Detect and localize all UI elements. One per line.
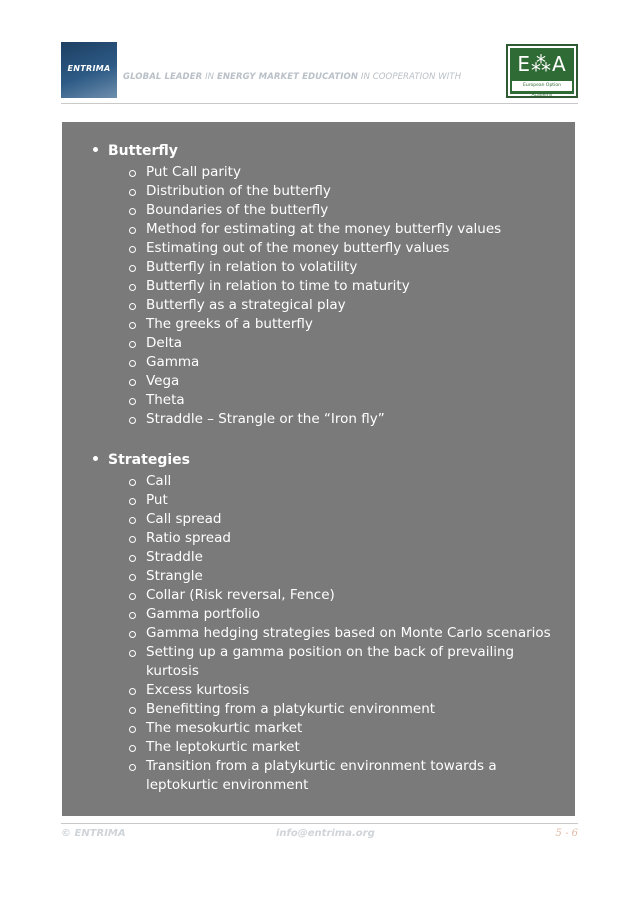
circle-bullet-icon xyxy=(129,764,136,771)
list-item: The leptokurtic market xyxy=(129,738,559,757)
eoa-logo-mark: E⁂A xyxy=(517,52,567,76)
circle-bullet-icon xyxy=(129,398,136,405)
list-item: Butterfly as a strategical play xyxy=(129,296,559,315)
strategies-topic-list xyxy=(129,472,559,795)
circle-bullet-icon xyxy=(129,726,136,733)
list-item: Strangle xyxy=(129,567,559,586)
list-item: Boundaries of the butterfly xyxy=(129,201,559,220)
circle-bullet-icon xyxy=(129,265,136,272)
circle-bullet-icon xyxy=(129,574,136,581)
list-item: Put xyxy=(129,491,559,510)
circle-bullet-icon xyxy=(129,208,136,215)
list-item: Setting up a gamma position on the back of prevailing kurtosis xyxy=(129,643,559,681)
list-item: Vega xyxy=(129,372,559,391)
list-item: Butterfly in relation to volatility xyxy=(129,258,559,277)
list-item: Straddle xyxy=(129,548,559,567)
circle-bullet-icon xyxy=(129,284,136,291)
circle-bullet-icon xyxy=(129,593,136,600)
footer-page-number: 5 - 6 xyxy=(555,828,578,839)
footer-copyright: © ENTRIMA xyxy=(61,828,126,839)
section-title: Strategies xyxy=(108,452,190,468)
circle-bullet-icon xyxy=(129,341,136,348)
list-item: Estimating out of the money butterfly values xyxy=(129,239,559,258)
tagline-rest: IN COOPERATION WITH xyxy=(358,72,462,82)
circle-bullet-icon xyxy=(129,498,136,505)
eoa-logo xyxy=(506,44,578,98)
list-item: Butterfly in relation to time to maturity xyxy=(129,277,559,296)
footer-email-link[interactable]: info@entrima.org xyxy=(276,828,375,839)
list-item: Gamma hedging strategies based on Monte Carlo scenarios xyxy=(129,624,559,643)
butterfly-topic-list xyxy=(129,163,559,429)
list-item: Gamma portfolio xyxy=(129,605,559,624)
list-item: Theta xyxy=(129,391,559,410)
circle-bullet-icon xyxy=(129,631,136,638)
footer-divider xyxy=(61,823,578,824)
list-item: Straddle – Strangle or the “Iron fly” xyxy=(129,410,559,429)
list-item: Ratio spread xyxy=(129,529,559,548)
section-title: Butterfly xyxy=(108,143,178,159)
circle-bullet-icon xyxy=(129,688,136,695)
bullet-icon xyxy=(93,456,98,461)
circle-bullet-icon xyxy=(129,517,136,524)
circle-bullet-icon xyxy=(129,303,136,310)
circle-bullet-icon xyxy=(129,555,136,562)
circle-bullet-icon xyxy=(129,745,136,752)
circle-bullet-icon xyxy=(129,360,136,367)
section-heading-butterfly xyxy=(93,143,178,159)
list-item: Benefitting from a platykurtic environment xyxy=(129,700,559,719)
circle-bullet-icon xyxy=(129,189,136,196)
bullet-icon xyxy=(93,147,98,152)
list-item: The mesokurtic market xyxy=(129,719,559,738)
tagline-bold-2: ENERGY MARKET EDUCATION xyxy=(216,72,359,82)
tagline-bold-1: GLOBAL LEADER xyxy=(123,72,203,82)
list-item: Method for estimating at the money butterfly values xyxy=(129,220,559,239)
circle-bullet-icon xyxy=(129,246,136,253)
eoa-logo-subtitle: European Option Academy xyxy=(512,81,572,91)
list-item: Transition from a platykurtic environment towards a leptokurtic environment xyxy=(129,757,559,795)
tagline-in: IN xyxy=(202,72,217,82)
circle-bullet-icon xyxy=(129,322,136,329)
header-tagline xyxy=(123,72,461,82)
circle-bullet-icon xyxy=(129,479,136,486)
content-panel xyxy=(62,122,575,816)
list-item: Put Call parity xyxy=(129,163,559,182)
circle-bullet-icon xyxy=(129,612,136,619)
list-item: Delta xyxy=(129,334,559,353)
circle-bullet-icon xyxy=(129,707,136,714)
list-item: Gamma xyxy=(129,353,559,372)
circle-bullet-icon xyxy=(129,536,136,543)
circle-bullet-icon xyxy=(129,170,136,177)
list-item: Distribution of the butterfly xyxy=(129,182,559,201)
entrima-logo xyxy=(61,42,117,98)
list-item: Call spread xyxy=(129,510,559,529)
list-item: Excess kurtosis xyxy=(129,681,559,700)
list-item: Collar (Risk reversal, Fence) xyxy=(129,586,559,605)
entrima-logo-text: ENTRIMA xyxy=(67,64,111,73)
list-item: The greeks of a butterfly xyxy=(129,315,559,334)
circle-bullet-icon xyxy=(129,650,136,657)
header-divider xyxy=(61,103,578,104)
circle-bullet-icon xyxy=(129,417,136,424)
circle-bullet-icon xyxy=(129,227,136,234)
list-item: Call xyxy=(129,472,559,491)
section-heading-strategies xyxy=(93,452,190,468)
circle-bullet-icon xyxy=(129,379,136,386)
